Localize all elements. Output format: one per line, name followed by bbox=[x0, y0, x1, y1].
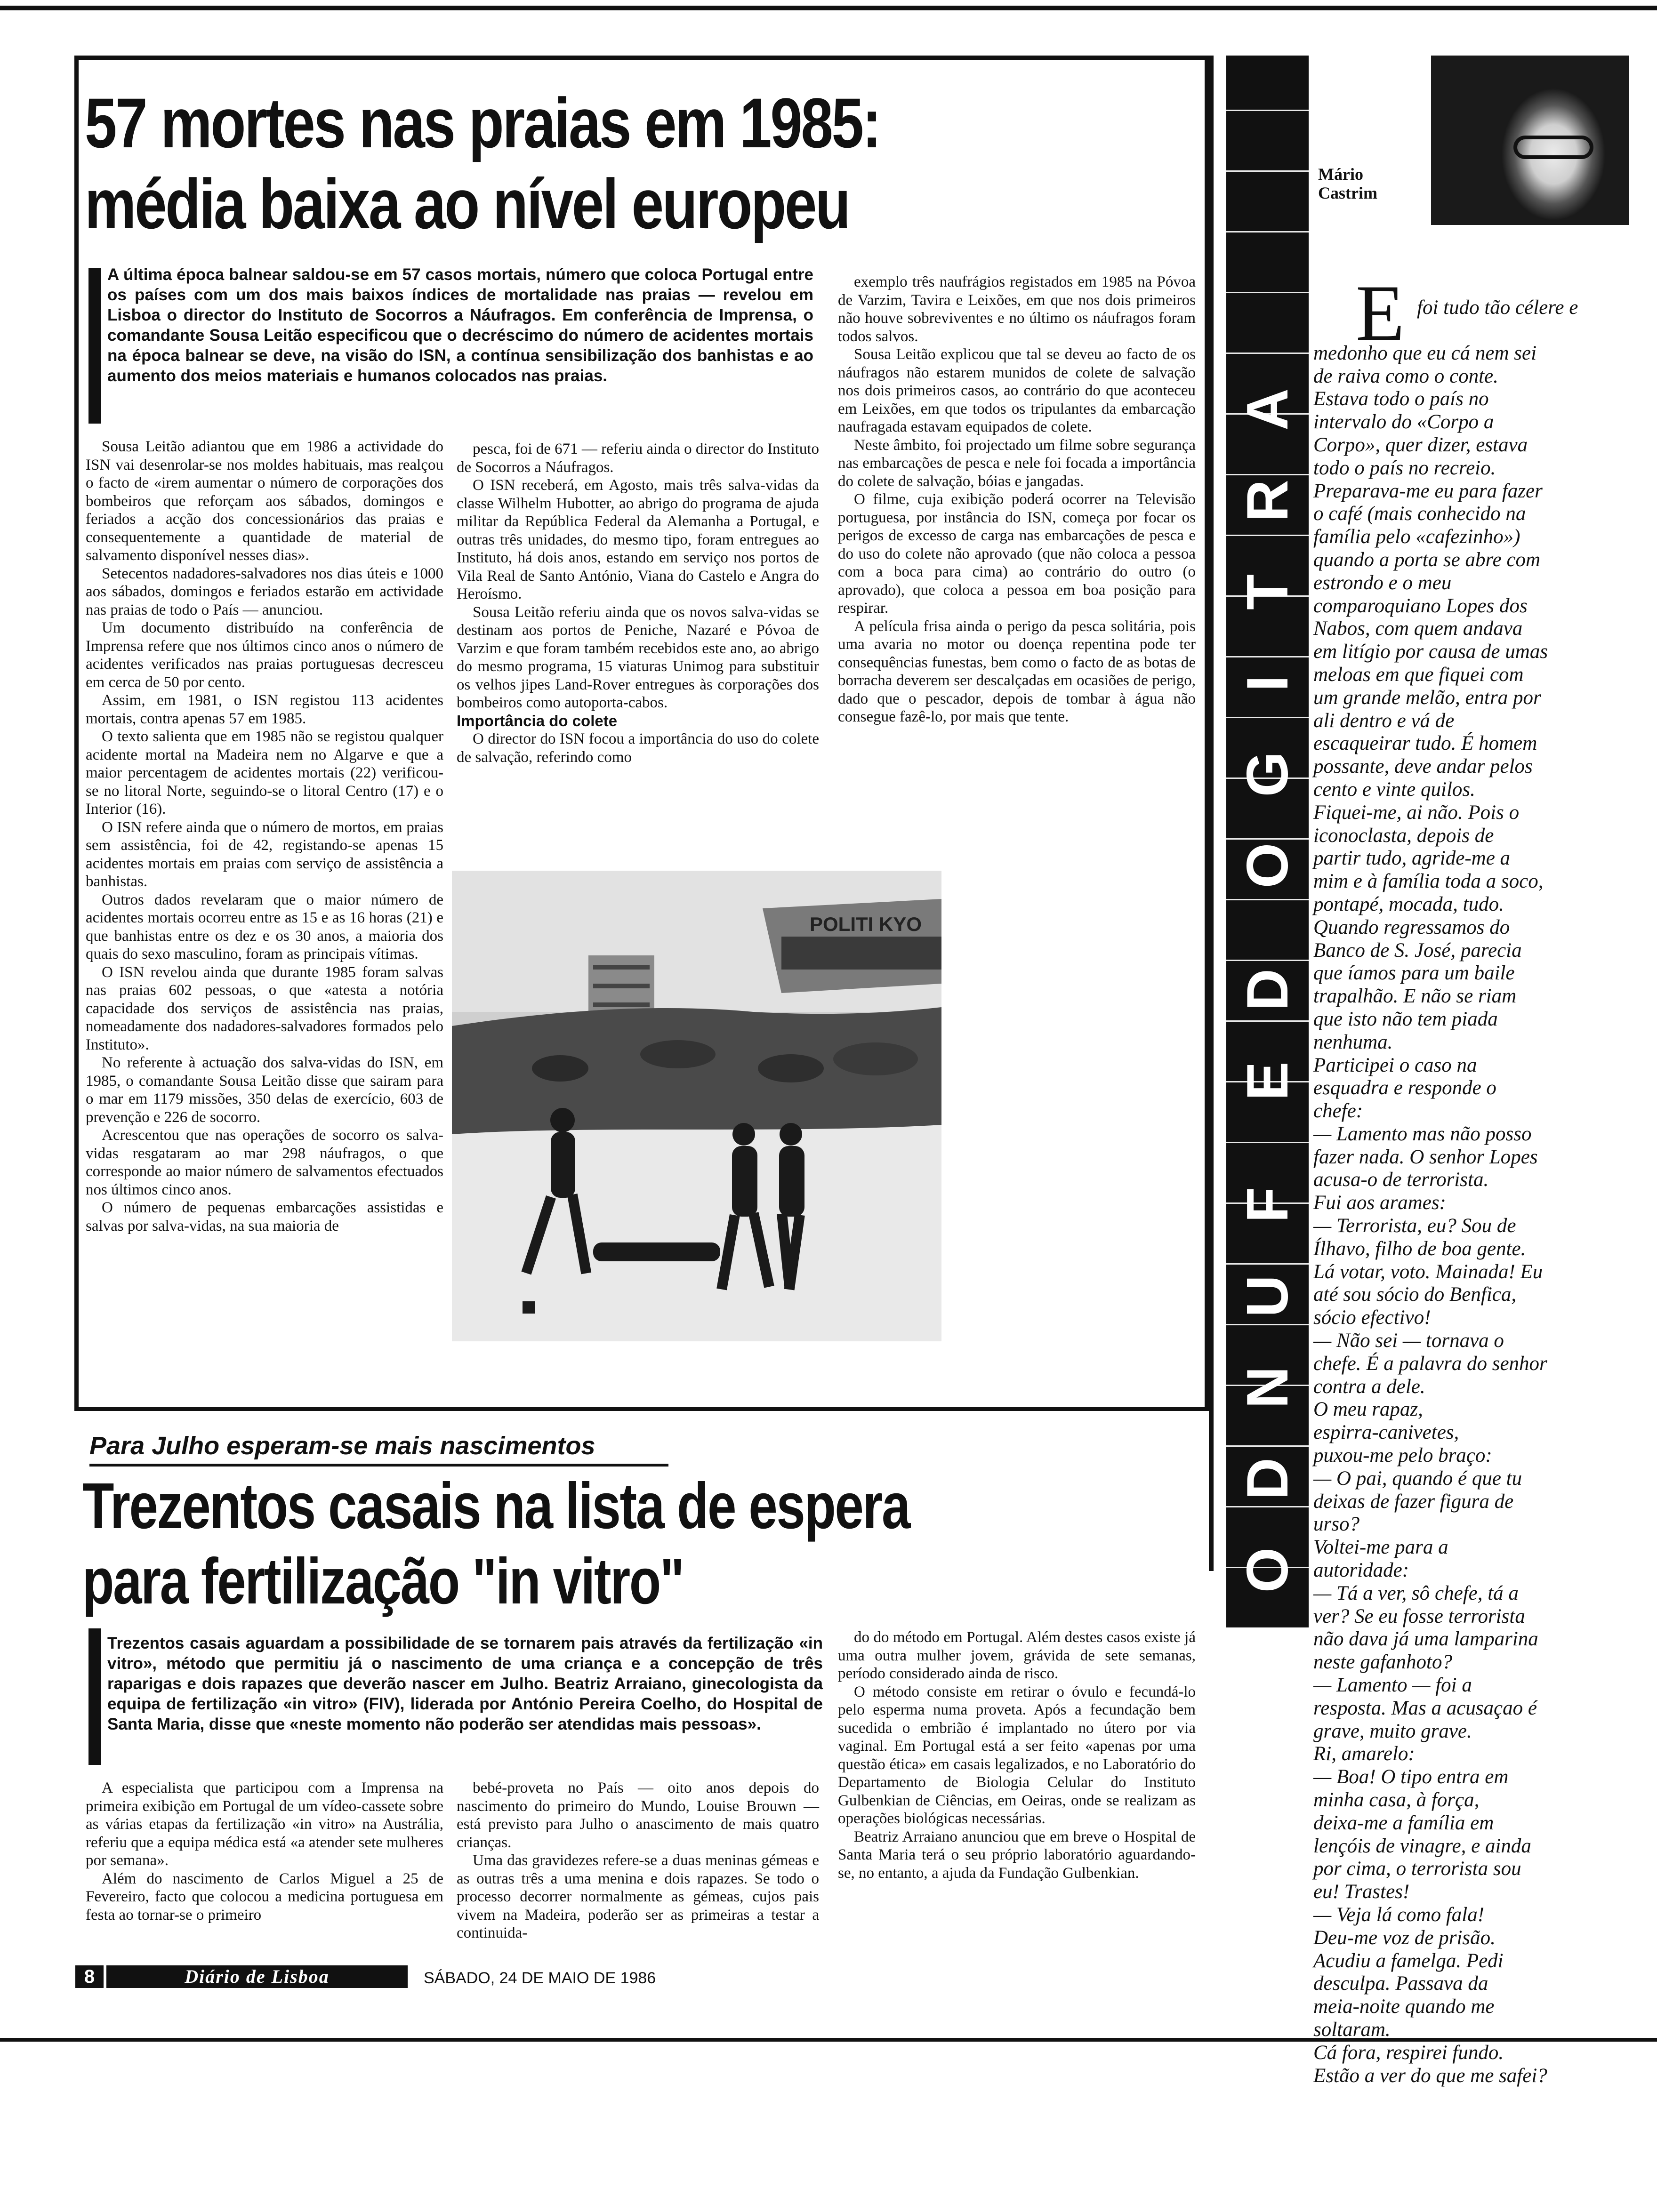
column-text bbox=[1313, 269, 1643, 2087]
column-line: nenhuma. bbox=[1313, 1031, 1393, 1053]
lead-marker-bar bbox=[88, 268, 101, 424]
column-line: — Lamento — foi a bbox=[1313, 1674, 1472, 1697]
column-line: comparoquiano Lopes dos bbox=[1313, 594, 1528, 617]
article1-column-2 bbox=[457, 440, 819, 766]
column-line: deixas de fazer figura de bbox=[1313, 1490, 1514, 1513]
section-letter: I bbox=[1235, 675, 1300, 691]
column-line: espirra-canivetes, bbox=[1313, 1421, 1459, 1444]
column-line: urso? bbox=[1313, 1513, 1359, 1536]
author-name: Mário Castrim bbox=[1318, 165, 1377, 202]
column-line: neste gafanhoto? bbox=[1313, 1651, 1452, 1674]
column-line: minha casa, à força, bbox=[1313, 1789, 1480, 1811]
paragraph: bebé-proveta no País — oito anos depois do nascimento do primeiro do Mundo, Louise Brouwn — está previsto para Julho o anascimento de mais quatro crianças. bbox=[457, 1779, 819, 1851]
column-line: — Lamento mas não posso bbox=[1313, 1122, 1532, 1145]
column-line: todo o país no recreio. bbox=[1313, 457, 1496, 479]
column-line: meloas em que fiquei com bbox=[1313, 663, 1524, 686]
column-line: estrondo e o meu bbox=[1313, 571, 1452, 594]
column-line: fazer nada. O senhor Lopes bbox=[1313, 1146, 1538, 1168]
paragraph: A especialista que participou com a Imprensa na primeira exibição em Portugal de um vídeo-cassete sobre as várias etapas da fertilização «in vitro» na Austrália, referiu que a equipa médica está «a atender sete mulheres por semana». bbox=[86, 1779, 443, 1869]
column-line: Preparava-me eu para fazer bbox=[1313, 480, 1543, 502]
article2-headline-line1: Trezentos casais na lista de espera bbox=[82, 1470, 909, 1542]
column-line: ali dentro e vá de bbox=[1313, 709, 1455, 732]
paragraph: O número de pequenas embarcações assistidas e salvas por salva-vidas, na sua maioria de bbox=[86, 1199, 443, 1234]
article1-headline-line1: 57 mortes nas praias em 1985: bbox=[85, 83, 880, 162]
column-line: deixa-me a família em bbox=[1313, 1811, 1494, 1834]
column-line: quando a porta se abre com bbox=[1313, 548, 1541, 571]
photo-sign-text: POLITI KYO bbox=[810, 913, 922, 935]
column-line: Estava todo o país no bbox=[1313, 388, 1489, 410]
article2-kicker: Para Julho esperam-se mais nascimentos bbox=[89, 1431, 668, 1467]
column-line: soltaram. bbox=[1313, 2018, 1391, 2041]
column-line: cento e vinte quilos. bbox=[1313, 778, 1475, 801]
column-line: sócio efectivo! bbox=[1313, 1306, 1431, 1329]
column-line: O meu rapaz, bbox=[1313, 1398, 1423, 1421]
glasses-shape bbox=[1513, 136, 1593, 159]
column-line: medonho que eu cá nem sei bbox=[1313, 342, 1537, 364]
paragraph: Setecentos nadadores-salvadores nos dias úteis e 1000 aos sábados, domingos e feriados estarão em actividade nas praias de todo o País — anunciou. bbox=[86, 565, 443, 618]
column-separator bbox=[1209, 56, 1214, 1571]
column-line: Banco de S. José, parecia bbox=[1313, 939, 1522, 962]
column-line: não dava já uma lamparina bbox=[1313, 1628, 1538, 1651]
section-letter: D bbox=[1235, 969, 1300, 1011]
column-line: Cá fora, respirei fundo. bbox=[1313, 2041, 1504, 2064]
column-line: foi tudo tão célere e bbox=[1417, 297, 1578, 319]
paragraph: pesca, foi de 671 — referiu ainda o director do Instituto de Socorros a Náufragos. bbox=[457, 441, 819, 476]
section-letter: N bbox=[1235, 1366, 1300, 1409]
masthead-logo: Diário de Lisboa bbox=[106, 1965, 408, 1988]
column-line: Voltei-me para a bbox=[1313, 1536, 1448, 1559]
section-letter: A bbox=[1235, 388, 1300, 431]
section-letter: R bbox=[1235, 480, 1300, 522]
column-line: até sou sócio do Benfica, bbox=[1313, 1283, 1517, 1306]
column-line: iconoclasta, depois de bbox=[1313, 824, 1494, 847]
column-line: chefe. É a palavra do senhor bbox=[1313, 1352, 1547, 1375]
column-line: família pelo «cafezinho») bbox=[1313, 526, 1520, 548]
paragraph: Assim, em 1981, o ISN registou 113 acidentes mortais, contra apenas 57 em 1985. bbox=[86, 692, 443, 727]
column-line: por cima, o terrorista sou bbox=[1313, 1858, 1521, 1880]
article1-headline-line2: média baixa ao nível europeu bbox=[85, 164, 849, 243]
column-line: ver? Se eu fosse terrorista bbox=[1313, 1605, 1525, 1627]
paragraph: Sousa Leitão referiu ainda que os novos salva-vidas se destinam aos portos de Peniche, Nazaré e Póvoa de Varzim e que foram também recebidos este ano, ao abrigo do mesmo programa, 15 viaturas Unimog para substituir os velhos jipes Land-Rover entregues às corporações dos bombeiros como autoporta-cabos. bbox=[457, 603, 819, 711]
paragraph: O ISN receberá, em Agosto, mais três salva-vidas da classe Wilhelm Hubotter, ao abrigo do programa de ajuda militar da República Federal da Alemanha a Portugal, e outras três unidades, do mesmo tipo, foram entregues ao Instituto, há dois anos, estando em serviço nos portos de Vila Real de Santo António, Viana do Castelo e Angra do Heroísmo. bbox=[457, 477, 819, 602]
section-letter: D bbox=[1235, 1458, 1300, 1500]
column-line: Corpo», quer dizer, estava bbox=[1313, 433, 1528, 456]
column-line: resposta. Mas a acusaçao é bbox=[1313, 1697, 1537, 1719]
article2-column-1 bbox=[86, 1779, 443, 1924]
column-line: Ílhavo, filho de boa gente. bbox=[1313, 1237, 1526, 1260]
column-line: Fiquei-me, ai não. Pois o bbox=[1313, 801, 1520, 824]
column-line: Lá votar, voto. Mainada! Eu bbox=[1313, 1260, 1543, 1283]
column-line: intervalo do «Corpo a bbox=[1313, 411, 1494, 433]
column-line: grave, muito grave. bbox=[1313, 1720, 1472, 1742]
paragraph: Neste âmbito, foi projectado um filme sobre segurança nas embarcações de pesca e nele foi focada a importância do colete de salvação, bóias e jangadas. bbox=[838, 436, 1196, 490]
article2-headline bbox=[82, 1468, 986, 1619]
section-letter: F bbox=[1235, 1187, 1300, 1223]
paragraph: No referente à actuação dos salva-vidas do ISN, em 1985, o comandante Sousa Leitão disse que sairam para o mar em 1179 missões, 350 delas de exercício, 603 de prevenção e 226 de socorro. bbox=[86, 1054, 443, 1126]
paragraph: Outros dados revelaram que o maior número de acidentes mortais ocorreu entre as 15 e as 16 horas (21) e que banhistas entre os dez e os 30 anos, a maioria dos quais do sexo masculino, foram as principais vítimas. bbox=[86, 891, 443, 962]
photo-illustration bbox=[452, 871, 941, 1341]
article1-lead: A última época balnear saldou-se em 57 casos mortais, número que coloca Portugal entre os países com um dos mais baixos índices de mortalidade nas praias — revelou em Lisboa o director do Instituto de Socorros a Náufragos. Em conferência de Imprensa, o comandante Sousa Leitão especificou que o decréscimo do número de acidentes mortais na época balnear se deve, na visão do ISN, a contínua sensibilização dos banhistas e ao aumento dos meios materiais e humanos colocados nas praias. bbox=[107, 265, 813, 385]
column-line: Ri, amarelo: bbox=[1313, 1743, 1415, 1765]
paragraph: A película frisa ainda o perigo da pesca solitária, pois uma avaria no motor ou doença repentina pode ter consequências funestas, bem como o facto de as botas de borracha deverem ser descalçadas em ocasiões de perigo, dado que o pescador, depois de tombar à água não consegue fazê-lo, por mais que tente. bbox=[838, 617, 1196, 725]
column-line: Fui aos arames: bbox=[1313, 1192, 1446, 1214]
section-letter: G bbox=[1235, 752, 1300, 797]
column-line: escaqueirar tudo. É homem bbox=[1313, 732, 1537, 755]
column-line: lençóis de vinagre, e ainda bbox=[1313, 1835, 1531, 1857]
article1-column-1 bbox=[86, 438, 443, 1235]
column-line: chefe: bbox=[1313, 1100, 1363, 1122]
subheading: Importância do colete bbox=[457, 712, 618, 729]
column-line: o café (mais conhecido na bbox=[1313, 503, 1526, 525]
author-portrait bbox=[1431, 56, 1629, 225]
article2-headline-line2: para fertilização "in vitro" bbox=[82, 1545, 684, 1618]
paragraph: O ISN refere ainda que o número de mortos, em praias sem assistência, foi de 42, registando-se apenas 15 acidentes mortais em praias com serviço de assistência a banhistas. bbox=[86, 818, 443, 890]
column-line: Acudiu a famelga. Pedi bbox=[1313, 1949, 1504, 1972]
column-line: Estão a ver do que me safei? bbox=[1313, 2064, 1547, 2087]
column-line: um grande melão, entra por bbox=[1313, 686, 1541, 709]
article1-headline bbox=[85, 82, 973, 244]
column-line: esquadra e responde o bbox=[1313, 1077, 1496, 1099]
column-line: que íamos para um baile bbox=[1313, 962, 1515, 985]
article1-column-3 bbox=[838, 273, 1196, 726]
section-letter: O bbox=[1235, 843, 1300, 889]
column-line: trapalhão. E não se riam bbox=[1313, 985, 1517, 1008]
column-line: Nabos, com quem andava bbox=[1313, 617, 1523, 640]
paragraph: Acrescentou que nas operações de socorro os salva-vidas resgataram ao mar 298 náufragos, o que corresponde ao maior número de salvamentos efectuados nos últimos cinco anos. bbox=[86, 1127, 443, 1198]
column-line: possante, deve andar pelos bbox=[1313, 755, 1533, 778]
beach-rescue-photo bbox=[452, 871, 941, 1341]
column-line: — Terrorista, eu? Sou de bbox=[1313, 1215, 1516, 1237]
paragraph: Sousa Leitão explicou que tal se deveu ao facto de os náufragos não estarem munidos de colete de salvação nos dois primeiros casos, ao contrário do que aconteceu em Leixões, em que todos os tripulantes da embarcação naufragada estavam equipados de colete. bbox=[838, 346, 1196, 435]
paragraph: O ISN revelou ainda que durante 1985 foram salvas nas praias 602 pessoas, o que «atesta a notória capacidade dos serviços de assistência nas praias, nomeadamente dos nadadores-salvadores formados pelo Instituto». bbox=[86, 963, 443, 1053]
column-line: contra a dele. bbox=[1313, 1375, 1425, 1398]
column-line: Participei o caso na bbox=[1313, 1054, 1477, 1076]
column-line: — Veja lá como fala! bbox=[1313, 1903, 1485, 1926]
column-line: — O pai, quando é que tu bbox=[1313, 1467, 1522, 1490]
section-band bbox=[1226, 56, 1309, 1627]
column-line: — Tá a ver, sô chefe, tá a bbox=[1313, 1582, 1519, 1604]
column-line: acusa-o de terrorista. bbox=[1313, 1169, 1489, 1191]
column-line: meia-noite quando me bbox=[1313, 1996, 1495, 2018]
paragraph: Um documento distribuído na conferência de Imprensa refere que nos últimos cinco anos o número de acidentes verificados nas praias portuguesas decresceu em cerca de 50 por cento. bbox=[86, 619, 443, 691]
column-line: pontapé, mocada, tudo. bbox=[1313, 893, 1504, 915]
paragraph: exemplo três naufrágios registados em 1985 na Póvoa de Varzim, Tavira e Leixões, em que nos dois primeiros não houve sobreviventes e no último os náufragos foram todos salvos. bbox=[838, 273, 1196, 345]
section-letter: U bbox=[1235, 1275, 1300, 1318]
column-line: — Boa! O tipo entra em bbox=[1313, 1766, 1509, 1788]
column-line: — Não sei — tornava o bbox=[1313, 1330, 1504, 1352]
paragraph: Além do nascimento de Carlos Miguel a 25 de Fevereiro, facto que colocou a medicina portuguesa em festa ao tornar-se o primeiro bbox=[86, 1870, 443, 1923]
column-line: autoridade: bbox=[1313, 1559, 1409, 1582]
paragraph: do do método em Portugal. Além destes casos existe já uma outra mulher jovem, grávida de sete semanas, período considerado ainda de risco. bbox=[838, 1629, 1196, 1682]
paragraph: O director do ISN focou a importância do uso do colete de salvação, referindo como bbox=[457, 730, 819, 766]
paragraph: O texto salienta que em 1985 não se registou qualquer acidente mortal na Madeira nem no Algarve e que a maior percentagem de acidentes mortais (22) verificou-se no litoral Norte, seguindo-se o litoral Centro (17) e o Interior (16). bbox=[86, 728, 443, 817]
column-line: eu! Trastes! bbox=[1313, 1881, 1410, 1903]
paragraph: Sousa Leitão adiantou que em 1986 a actividade do ISN vai desenrolar-se nos moldes habituais, mas realçou o facto de «irem aumentar o número de corporações dos bombeiros que reforçam aos sábados, domingos e feriados a acção dos concessionários das praias e consequentemente a quantidade de material de salvamento disponível nesses dias». bbox=[86, 438, 443, 564]
page-number: 8 bbox=[75, 1965, 104, 1988]
column-line: que isto não tem piada bbox=[1313, 1008, 1498, 1030]
paragraph: O filme, cuja exibição poderá ocorrer na Televisão portuguesa, por instância do ISN, começa por focar os perigos de excesso de carga nas embarcações de pesca e do uso do colete não aprovado (que não coloca a pessoa com a boca para cima) ao contrário do outro (o aprovado), que coloca a pessoa em boa posição para respirar. bbox=[838, 491, 1196, 617]
article2-lead: Trezentos casais aguardam a possibilidade de se tornarem pais através da fertilização «in vitro», método que permitiu já o nascimento de uma criança e a concepção de três raparigas e dois rapazes que deverão nascer em Julho. Beatriz Arraiano, ginecologista da equipa de fertilização «in vitro» (FIV), liderada por António Pereira Coelho, do Hospital de Santa Maria, disse que «neste momento não poderão ser atendidas mais pessoas». bbox=[107, 1634, 823, 1733]
lead-marker-bar bbox=[88, 1628, 101, 1765]
column-line: em litígio por causa de umas bbox=[1313, 641, 1548, 663]
column-line: Quando regressamos do bbox=[1313, 916, 1510, 938]
paragraph: O método consiste em retirar o óvulo e fecundá-lo pelo esperma numa proveta. Após a fecundação bem sucedida o embrião é implantado no útero por via vaginal. Em Portugal está a ser feito «apenas por uma questão ética» em casais legalizados, e no Laboratório do Departamento de Biologia Celular do Instituto Gulbenkian de Ciências, em Oeiras, onde se realizam as operações biológicas necessárias. bbox=[838, 1683, 1196, 1827]
column-line: desculpa. Passava da bbox=[1313, 1972, 1488, 1995]
section-letter: T bbox=[1235, 574, 1300, 610]
column-line: partir tudo, agride-me a bbox=[1313, 847, 1511, 870]
article2-column-3 bbox=[838, 1628, 1196, 1882]
drop-cap: E bbox=[1356, 269, 1405, 357]
paragraph: Uma das gravidezes refere-se a duas meninas gémeas e as outras três a uma menina e dois rapazes. Se todo o processo decorrer normalmente as gémeas, cujos pais vivem na Madeira, poderão ser as primeiras a testar a continuida- bbox=[457, 1852, 819, 1941]
column-line: Deu-me voz de prisão. bbox=[1313, 1926, 1496, 1949]
paragraph: Beatriz Arraiano anunciou que em breve o Hospital de Santa Maria terá o seu próprio laboratório aguardando-se, no entanto, a ajuda da Fundação Gulbenkian. bbox=[838, 1828, 1196, 1882]
article2-column-2 bbox=[457, 1779, 819, 1942]
column-line: mim e à família toda a soco, bbox=[1313, 870, 1544, 893]
issue-date: SÁBADO, 24 DE MAIO DE 1986 bbox=[424, 1969, 656, 1987]
column-line: puxou-me pelo braço: bbox=[1313, 1444, 1492, 1467]
column-line: de raiva como o conte. bbox=[1313, 365, 1498, 387]
section-letter: E bbox=[1235, 1061, 1300, 1101]
top-rule bbox=[0, 6, 1657, 10]
section-letter: O bbox=[1235, 1547, 1300, 1593]
